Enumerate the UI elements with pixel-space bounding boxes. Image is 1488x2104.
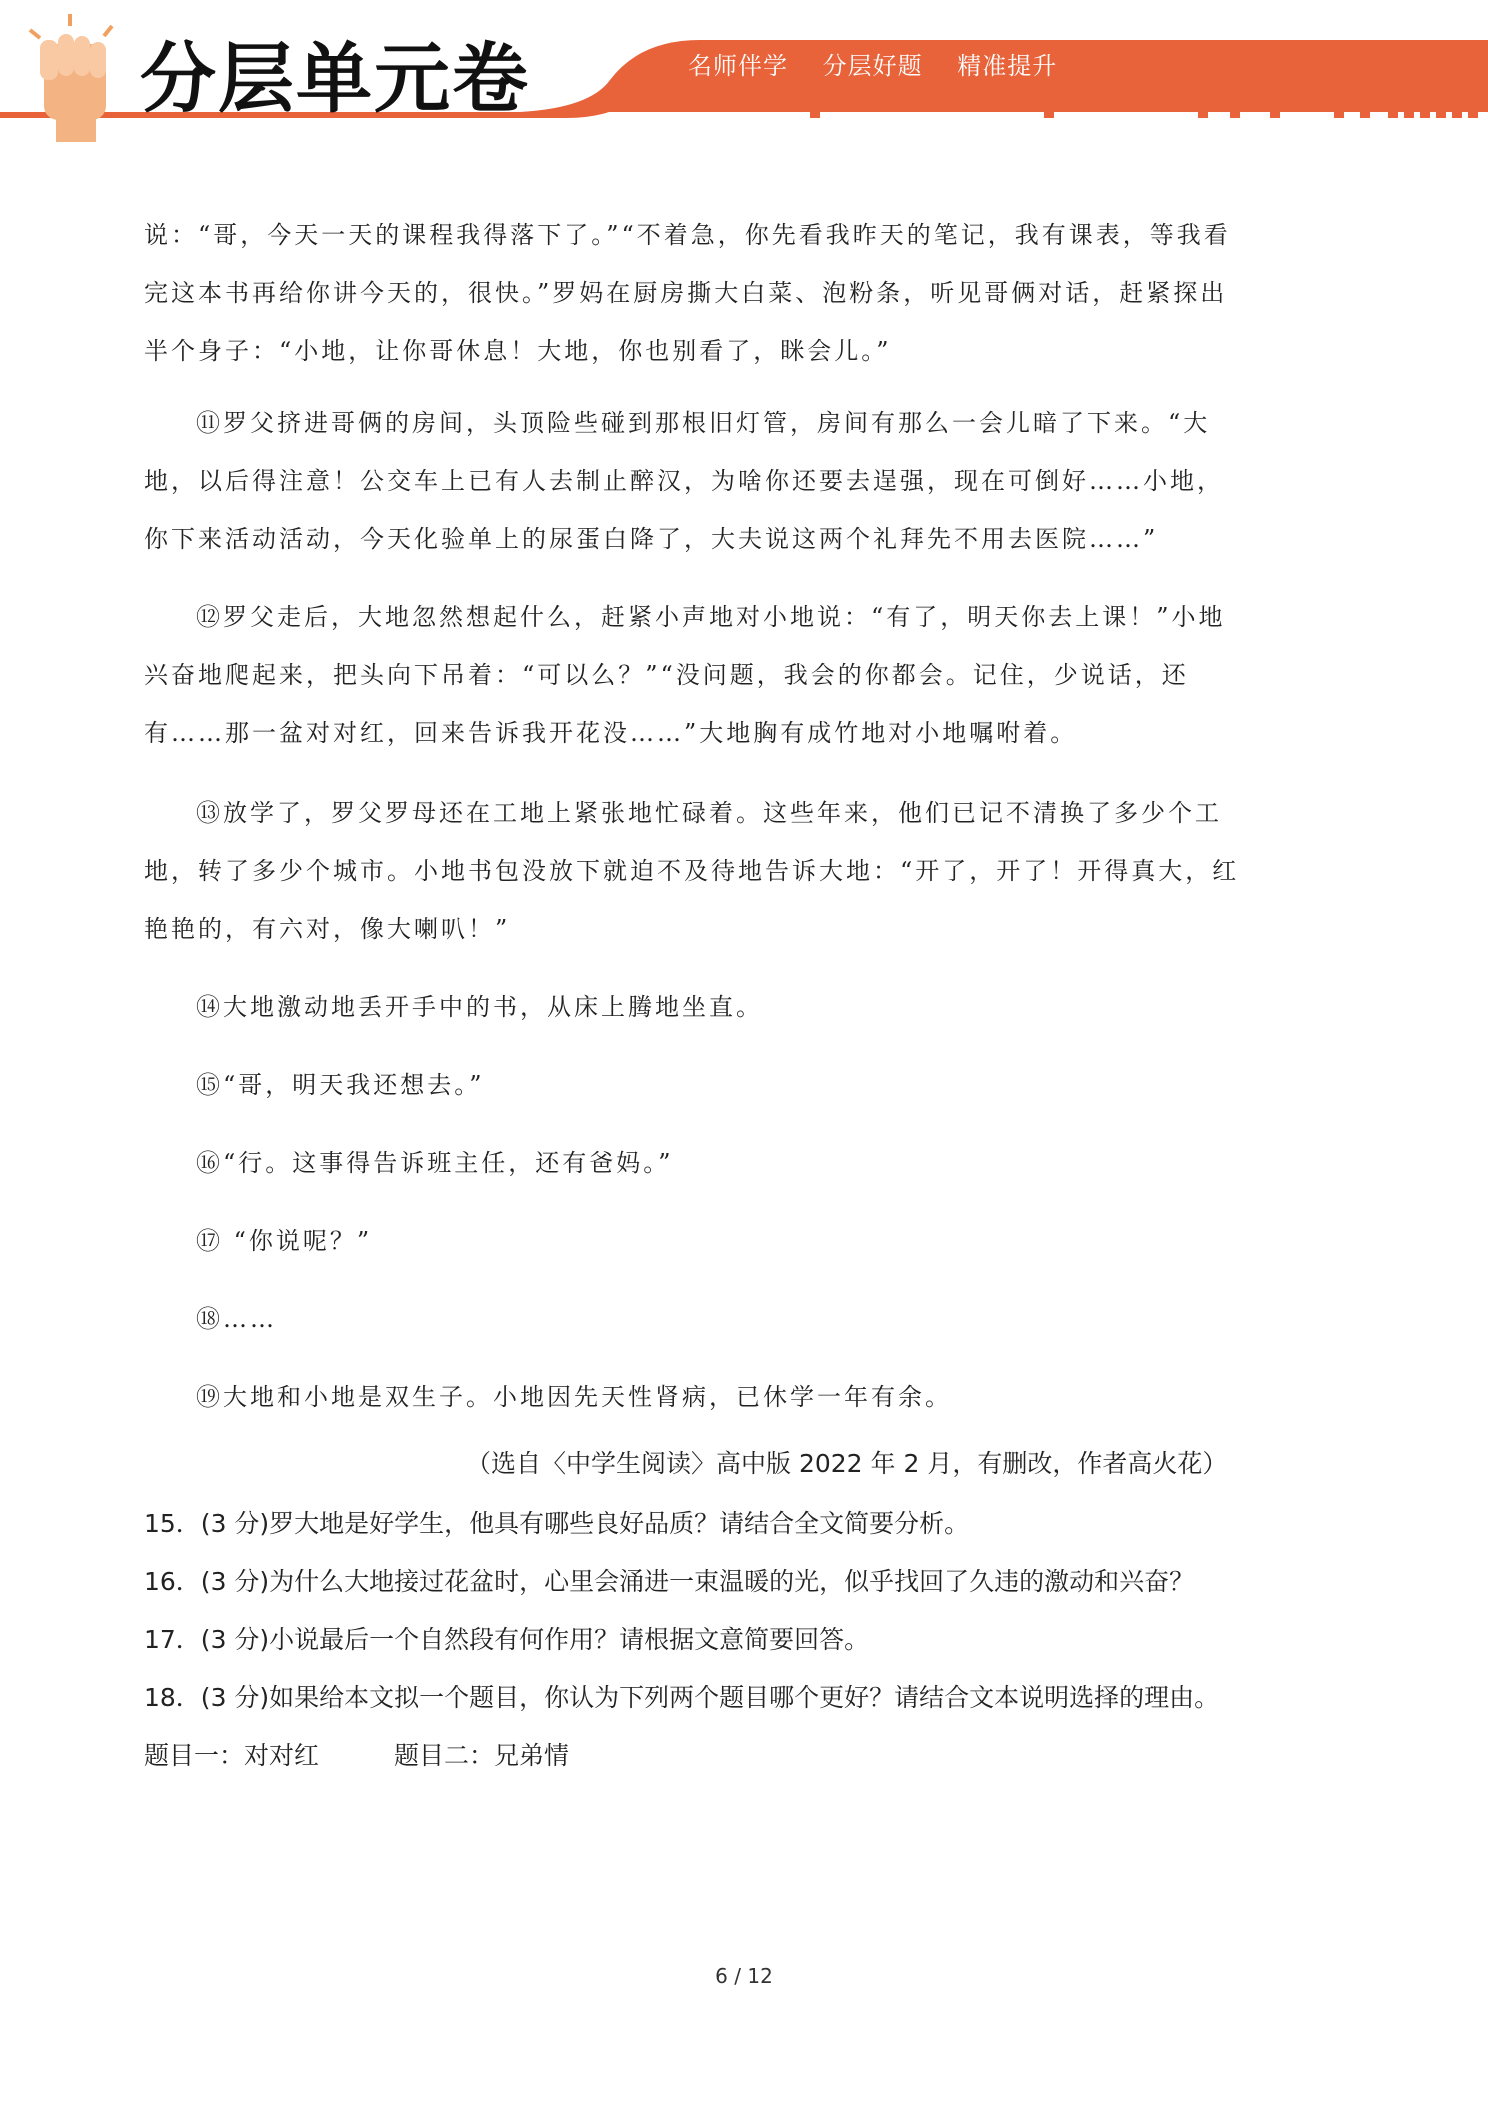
question-15: 15．(3 分)罗大地是好学生，他具有哪些良好品质？请结合全文简要分析。 <box>144 1509 970 1538</box>
paragraph-19: ⑲大地和小地是双生子。小地因先天性肾病，已休学一年有余。 <box>196 1383 952 1411</box>
source-citation: （选自〈中学生阅读〉高中版 2022 年 2 月，有删改，作者高火花） <box>466 1449 1228 1478</box>
paragraph-14: ⑭大地激动地丢开手中的书，从床上腾地坐直。 <box>196 993 763 1021</box>
question-18: 18．(3 分)如果给本文拟一个题目，你认为下列两个题目哪个更好？请结合文本说明选择的理由。 <box>144 1683 1220 1712</box>
slogan-1: 名师伴学 <box>688 52 788 80</box>
paragraph-16: ⑯“行。这事得告诉班主任，还有爸妈。” <box>196 1149 674 1177</box>
paragraph: 说：“哥，今天一天的课程我得落下了。”“不着急，你先看我昨天的笔记，我有课表，等我看完这本书再给你讲今天的，很快。”罗妈在厨房撕大白菜、泡粉条，听见哥俩对话，赶紧探出半个身子：“小地，让你哥休息！大地，你也别看了，眯会儿。” <box>144 221 1231 365</box>
question-17: 17．(3 分)小说最后一个自然段有何作用？请根据文意简要回答。 <box>144 1625 870 1654</box>
slogan-2: 分层好题 <box>822 52 923 80</box>
question-16: 16．(3 分)为什么大地接过花盆时，心里会涌进一束温暖的光，似乎找回了久违的激动和兴奋？ <box>144 1567 1195 1596</box>
paragraph-13: ⑬放学了，罗父罗母还在工地上紧张地忙碌着。这些年来，他们已记不清换了多少个工地，转了多少个城市。小地书包没放下就迫不及待地告诉大地：“开了，开了！开得真大，红艳艳的，有六对，像大喇叭！” <box>144 799 1240 943</box>
slogan-3: 精准提升 <box>957 52 1058 80</box>
paragraph-11: ⑪罗父挤进哥俩的房间，头顶险些碰到那根旧灯管，房间有那么一会儿暗了下来。“大地，以后得注意！公交车上已有人去制止醉汉，为啥你还要去逞强，现在可倒好……小地，你下来活动活动，今天化验单上的尿蛋白降了，大夫说这两个礼拜先不用去医院……” <box>144 409 1224 553</box>
fist-logo-icon <box>30 14 112 142</box>
brand-title: 分层单元卷 <box>140 34 530 123</box>
header-slogans <box>688 46 1083 81</box>
paragraph-18: ⑱…… <box>196 1305 277 1333</box>
page-header <box>0 0 1488 150</box>
paragraph-17: ⑰ “你说呢？” <box>196 1227 373 1255</box>
question-18-options: 题目一：对对红 题目二：兄弟情 <box>144 1741 570 1770</box>
page-number: 6 / 12 <box>715 1964 773 1988</box>
paragraph-15: ⑮“哥，明天我还想去。” <box>196 1071 485 1099</box>
paragraph-12: ⑫罗父走后，大地忽然想起什么，赶紧小声地对小地说：“有了，明天你去上课！”小地兴奋地爬起来，把头向下吊着：“可以么？”“没问题，我会的你都会。记住，少说话，还有……那一盆对对红，回来告诉我开花没……”大地胸有成竹地对小地嘱咐着。 <box>144 603 1226 747</box>
